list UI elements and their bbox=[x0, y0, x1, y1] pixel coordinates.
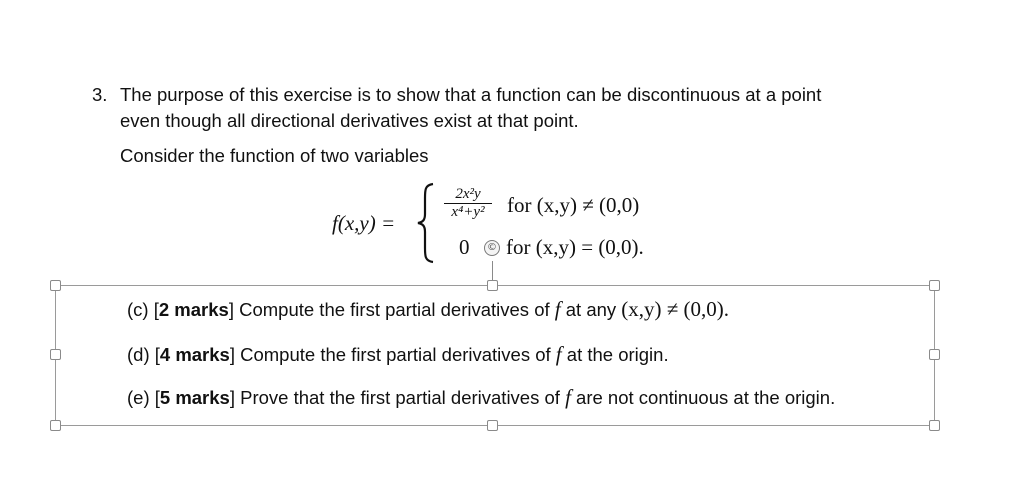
resize-handle-top-right-icon[interactable] bbox=[929, 280, 940, 291]
case2-value: 0 bbox=[459, 235, 470, 259]
case2-condition: for (x,y) = (0,0). bbox=[506, 235, 644, 259]
function-lhs: f(x,y) = bbox=[332, 211, 396, 235]
problem-number: 3. bbox=[92, 84, 108, 105]
resize-handle-bottom-left-icon[interactable] bbox=[50, 420, 61, 431]
copyright-circle-icon[interactable]: © bbox=[484, 240, 500, 256]
resize-handle-bottom-right-icon[interactable] bbox=[929, 420, 940, 431]
resize-handle-bottom-center-icon[interactable] bbox=[487, 420, 498, 431]
resize-handle-top-left-icon[interactable] bbox=[50, 280, 61, 291]
part-c: (c) [2 marks] Compute the first partial derivatives of f at any (x,y) ≠ (0,0). bbox=[127, 297, 730, 321]
case1-numerator: 2x²y bbox=[455, 186, 481, 202]
resize-handle-middle-right-icon[interactable] bbox=[929, 349, 940, 360]
resize-handle-top-center-icon[interactable] bbox=[487, 280, 498, 291]
case1-condition: for (x,y) ≠ (0,0) bbox=[507, 193, 640, 217]
intro-line-2: even though all directional derivatives exist at that point. bbox=[120, 110, 579, 131]
resize-handle-middle-left-icon[interactable] bbox=[50, 349, 61, 360]
rotate-handle-stem bbox=[492, 261, 493, 281]
part-e: (e) [5 marks] Prove that the first partial derivatives of f are not continuous at the origin. bbox=[127, 385, 836, 409]
intro-line-1: The purpose of this exercise is to show that a function can be discontinuous at a point bbox=[120, 84, 822, 105]
part-d: (d) [4 marks] Compute the first partial derivatives of f at the origin. bbox=[127, 342, 669, 366]
consider-line: Consider the function of two variables bbox=[120, 145, 429, 166]
case1-denominator: x⁴+y² bbox=[451, 204, 485, 220]
left-brace bbox=[415, 182, 437, 264]
